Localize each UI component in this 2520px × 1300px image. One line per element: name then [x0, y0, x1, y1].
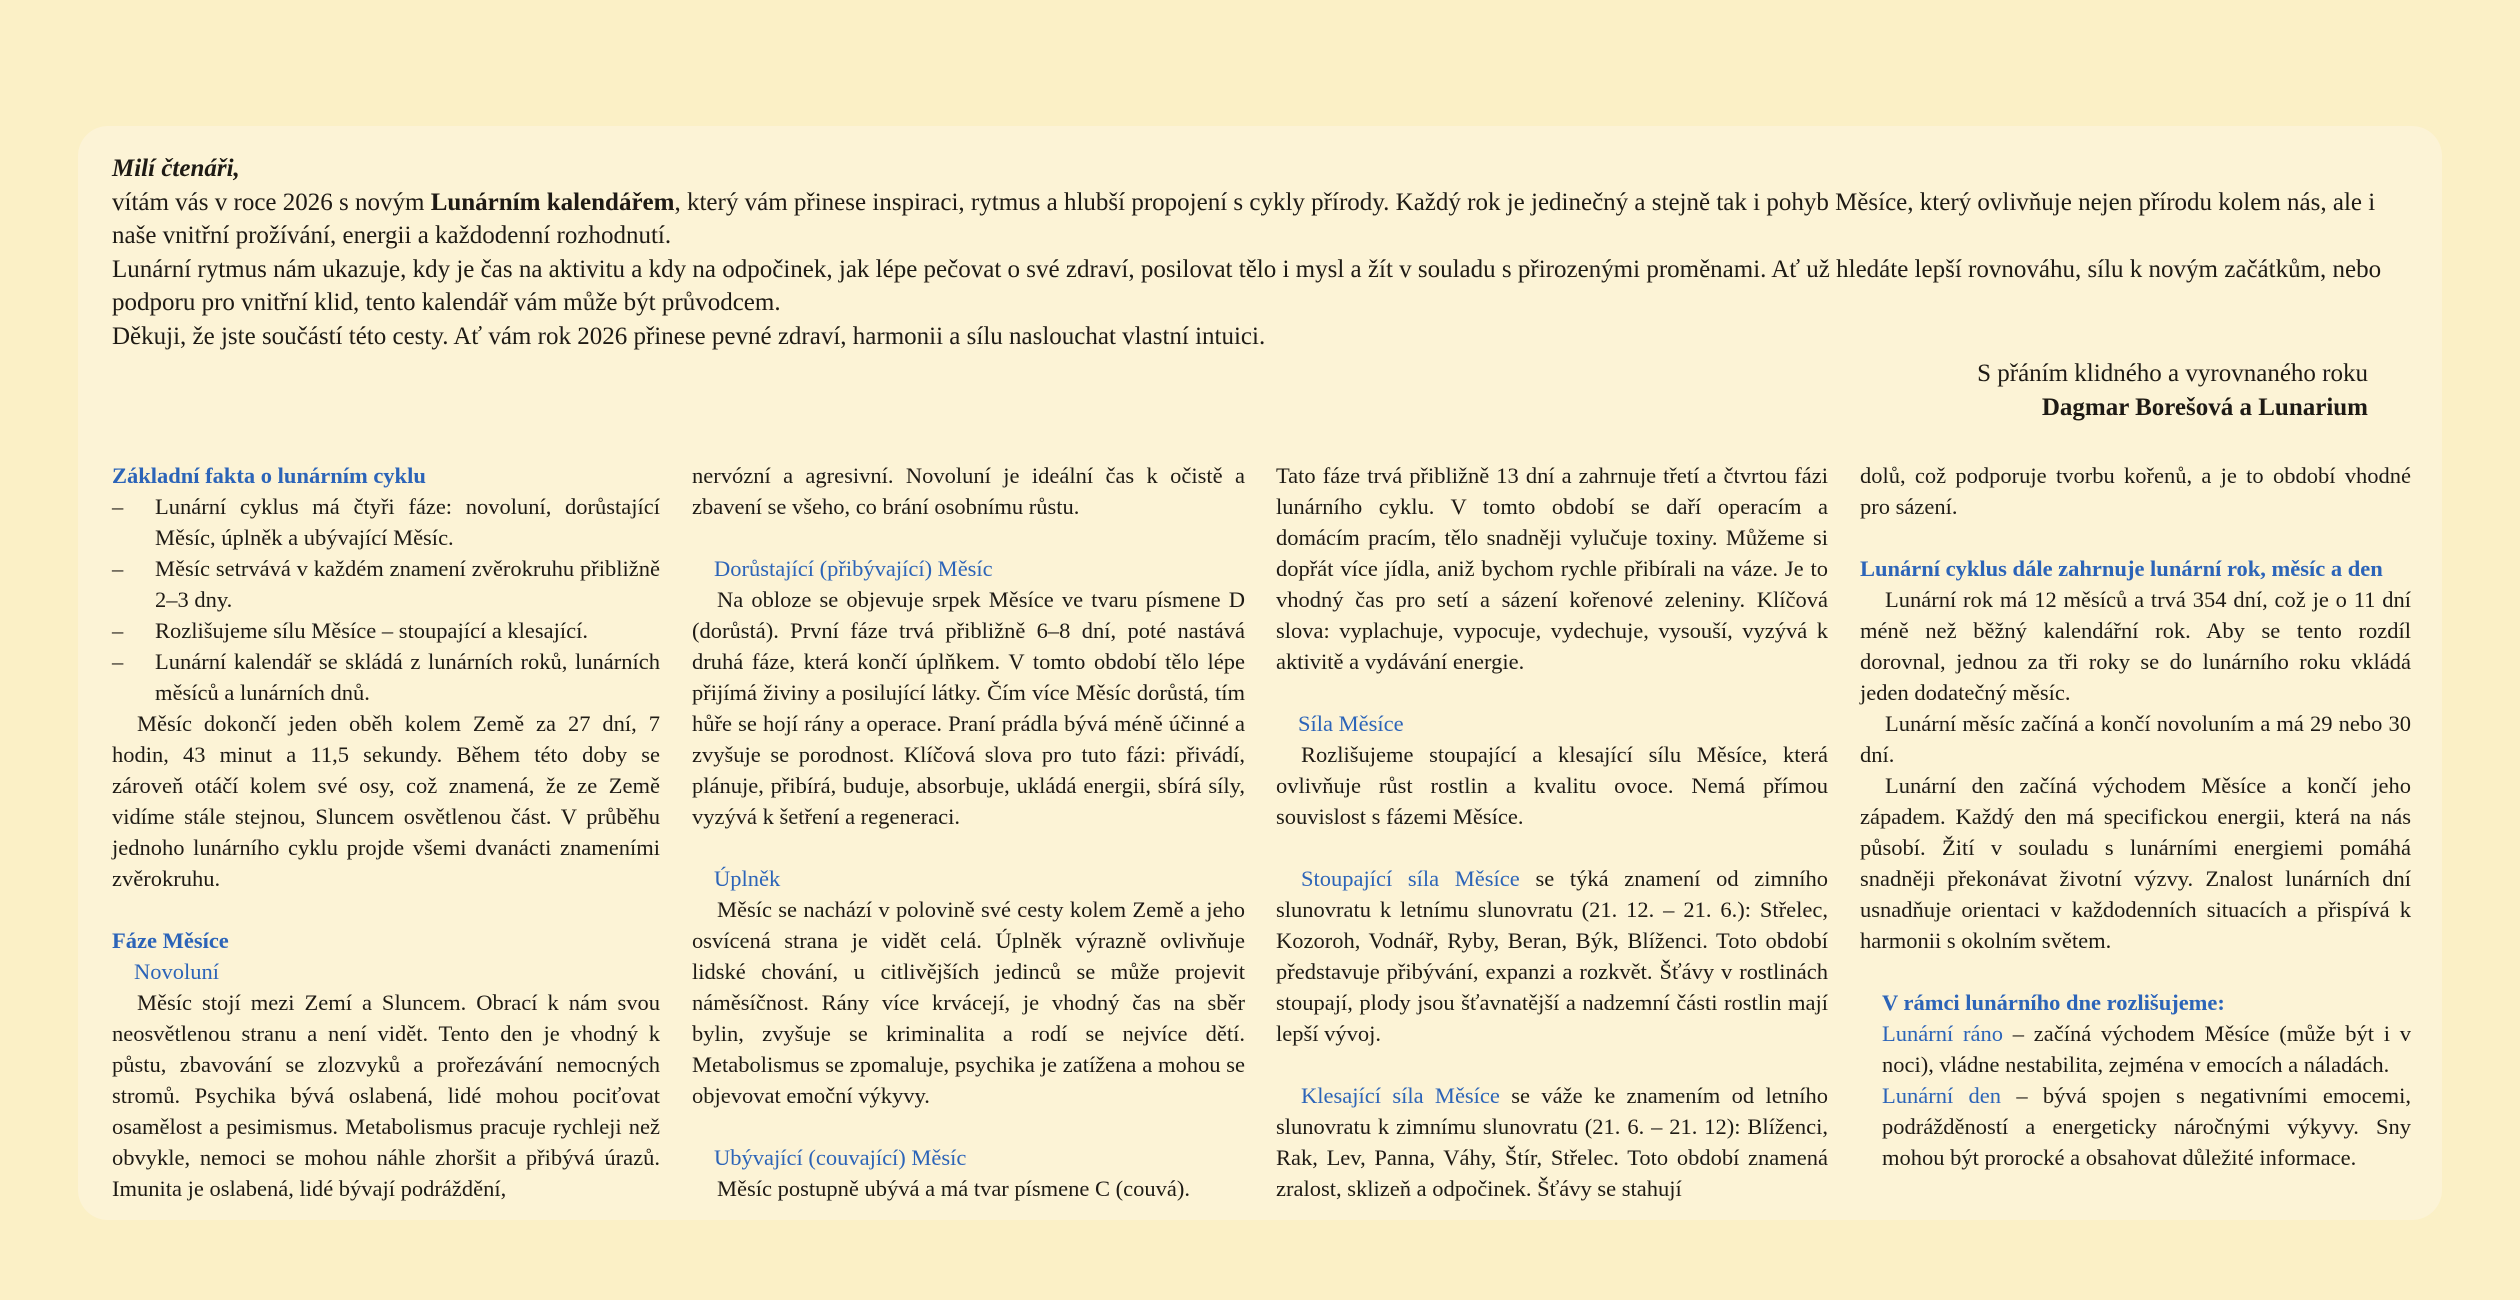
rising-text: se týká znamení od zimního slunovratu k letnímu slunovratu (21. 12. – 21. 6.): Střelec, Kozoroh, Vodnář, Ryby, Beran, Býk, Blíženci. Toto období představuje přibývání, expanzi a rozkvět. Šťávy v rostlinách stoupají, plody jsou šťavnatější a nadzemní části rostlin mají lepší vývoj.	[1276, 866, 1828, 1046]
lunar-morning-text: – začíná východem Měsíce (může být i v noci), vládne nestabilita, zejména v emocích a náladách.	[1882, 1021, 2411, 1077]
column-2	[692, 460, 1245, 1204]
falling-label: Klesající síla Měsíce	[1301, 1083, 1500, 1108]
intro-text: vítám vás v roce 2026 s novým	[112, 188, 431, 216]
spacer	[1276, 832, 1828, 863]
intro-text: , který vám přinese inspiraci, rytmus a hlubší propojení s cykly přírody. Každý rok je jedinečný a stejně tak i pohyb Měsíce, který ovlivňuje nejen přírodu kolem nás, ale i naše vnitřní prožívání, energii a každodenní rozhodnutí.	[112, 188, 2376, 249]
new-moon-text: Měsíc stojí mezi Zemí a Sluncem. Obrací k nám svou neosvětlenou stranu a není vidět. Tento den je vhodný k půstu, zbavování se zlozvyků a prořezávání nemocných stromů. Psychika bývá oslabená, lidé mohou pociťovat osamělost a pesimismus. Metabolismus pracuje rychleji než obvykle, nemoci se mohou náhle zhoršit a přibývá úrazů. Imunita je oslabená, lidé bývají podráždění,	[112, 990, 660, 1201]
rising-paragraph	[1276, 863, 1828, 1049]
continued-text: nervózní a agresivní. Novoluní je ideální čas k očistě a zbavení se všeho, co brání osobnímu růstu.	[692, 463, 1245, 519]
intro-section	[112, 152, 2412, 353]
continued-text: dolů, což podporuje tvorbu kořenů, a je to období vhodné pro sázení.	[1860, 463, 2411, 519]
subheading-full-moon: Úplněk	[714, 866, 781, 891]
falling-paragraph	[1276, 1080, 1828, 1204]
spacer	[112, 894, 660, 925]
full-moon-text: Měsíc se nachází v polovině své cesty kolem Země a jeho osvícená strana je vidět celá. Úplněk výrazně ovlivňuje lidské chování, u citlivějších jedinců se může projevit náměsíčnost. Rány více krvácejí, je vhodný čas na sběr bylin, zvyšuje se kriminalita a rodí se nejvíce dětí. Metabolismus se zpomaluje, psychika je zatížena a mohou se objevovat emoční výkyvy.	[692, 897, 1245, 1108]
spacer	[1276, 677, 1828, 708]
section-heading-basic-facts: Základní fakta o lunárním cyklu	[112, 463, 426, 488]
signature-line: S přáním klidného a vyrovnaného roku	[1977, 360, 2368, 387]
lunar-day-label-text: – bývá spojen s negativními emocemi, podrážděností a energeticky náročnými výkyvy. Sny mohou být prorocké a obsahovat důležité informace.	[1882, 1083, 2411, 1170]
intro-paragraph-2: Lunární rytmus nám ukazuje, kdy je čas na aktivitu a kdy na odpočinek, jak lépe pečovat o své zdraví, posilovat tělo i mysl a žít v souladu s přirozenými proměnami. Ať už hledáte lepší rovnováhu, sílu k novým začátkům, nebo podporu pro vnitřní klid, tento kalendář vám může být průvodcem.	[112, 255, 2382, 316]
section-heading-lunar-cycle: Lunární cyklus dále zahrnuje lunární rok, měsíc a den	[1860, 556, 2383, 581]
spacer	[1276, 1049, 1828, 1080]
calendar-title: Lunárním kalendářem	[430, 188, 675, 216]
lunar-day-text: Lunární den začíná východem Měsíce a končí jeho západem. Každý den má specifickou energii, která na nás působí. Žití v souladu s lunárními energiemi pomáhá snadněji překonávat životní výzvy. Znalost lunárních dní usnadňuje orientaci v každodenních situacích a přispívá k harmonii s okolním světem.	[1860, 773, 2411, 953]
list-item: – Rozlišujeme sílu Měsíce – stoupající a klesající.	[112, 615, 660, 646]
column-3	[1276, 460, 1828, 1204]
subheading-moon-strength: Síla Měsíce	[1298, 711, 1404, 736]
intro-paragraph-1	[112, 186, 2412, 253]
list-item: – Měsíc setrvává v každém znamení zvěrokruhu přibližně 2–3 dny.	[112, 553, 660, 615]
spacer	[692, 522, 1245, 553]
intro-paragraph-3: Děkuji, že jste součástí této cesty. Ať vám rok 2026 přinese pevné zdraví, harmonii a sílu naslouchat vlastní intuici.	[112, 322, 1266, 350]
lunar-year-text: Lunární rok má 12 měsíců a trvá 354 dní, což je o 11 dní méně než běžný kalendářní rok. Aby se tento rozdíl dorovnal, jednou za tři roky se do lunárního roku vkládá jeden dodatečný měsíc.	[1860, 587, 2411, 705]
waxing-text: Na obloze se objevuje srpek Měsíce ve tvaru písmene D (dorůstá). První fáze trvá přibližně 6–8 dní, poté nastává druhá fáze, která končí úplňkem. V tomto období tělo lépe přijímá živiny a posilující látky. Čím více Měsíc dorůstá, tím hůře se hojí rány a operace. Praní prádla bývá méně účinné a zvyšuje se porodnost. Klíčová slova pro tuto fázi: přivádí, plánuje, přibírá, buduje, absorbuje, ukládá energii, sbírá síly, vyzývá k šetření a regeneraci.	[692, 587, 1245, 829]
continued-text: Tato fáze trvá přibližně 13 dní a zahrnuje třetí a čtvrtou fázi lunárního cyklu. V tomto období se daří operacím a domácím pracím, tělo snadněji vylučuje toxiny. Můžeme si dopřát více jídla, aniž bychom rychle přibírali na váze. Je to vhodný čas pro setí a sázení kořenové zeleniny. Klíčová slova: vyplachuje, vypocuje, vydechuje, vysouší, vyzývá k aktivitě a vydávání energie.	[1276, 463, 1828, 674]
subheading-waning: Ubývající (couvající) Měsíc	[714, 1145, 967, 1170]
lunar-day-label: Lunární den	[1882, 1083, 2002, 1108]
column-1	[112, 460, 660, 1204]
lunar-month-text: Lunární měsíc začíná a končí novoluním a má 29 nebo 30 dní.	[1860, 711, 2411, 767]
lunar-morning-label: Lunární ráno	[1882, 1021, 2003, 1046]
falling-text: se váže ke znamením od letního slunovratu k zimnímu slunovratu (21. 6. – 21. 12): Blíženci, Rak, Lev, Panna, Váhy, Štír, Střelec. Toto období znamená zralost, sklizeň a odpočinek. Šťávy se stahují	[1276, 1083, 1828, 1201]
greeting: Milí čtenáři,	[112, 155, 240, 182]
column-4	[1860, 460, 2411, 1173]
rising-label: Stoupající síla Měsíce	[1301, 866, 1520, 891]
spacer	[1860, 956, 2411, 987]
subheading-new-moon: Novoluní	[134, 959, 220, 984]
signature	[1977, 357, 2368, 424]
facts-list	[112, 491, 660, 708]
section-heading-within-day: V rámci lunárního dne rozlišujeme:	[1882, 990, 2225, 1015]
spacer	[692, 832, 1245, 863]
spacer	[1860, 522, 2411, 553]
section-heading-phases: Fáze Měsíce	[112, 928, 229, 953]
strength-text: Rozlišujeme stoupající a klesající sílu Měsíce, která ovlivňuje růst rostlin a kvalitu ovoce. Nemá přímou souvislost s fázemi Měsíce.	[1276, 742, 1828, 829]
signature-name: Dagmar Borešová a Lunarium	[2041, 393, 2368, 421]
spacer	[692, 1111, 1245, 1142]
list-item: – Lunární kalendář se skládá z lunárních roků, lunárních měsíců a lunárních dnů.	[112, 646, 660, 708]
orbit-paragraph: Měsíc dokončí jeden oběh kolem Země za 27 dní, 7 hodin, 43 minut a 11,5 sekundy. Během této doby se zároveň otáčí kolem své osy, což znamená, že ze Země vidíme stále stejnou, Sluncem osvětlenou část. V průběhu jednoho lunárního cyklu projde všemi dvanácti znameními zvěrokruhu.	[112, 711, 660, 891]
waning-text: Měsíc postupně ubývá a má tvar písmene C (couvá).	[717, 1176, 1190, 1201]
lunar-day-paragraph	[1860, 1080, 2411, 1173]
list-item: – Lunární cyklus má čtyři fáze: novoluní, dorůstající Měsíc, úplněk a ubývající Měsíc.	[112, 491, 660, 553]
lunar-morning-paragraph	[1860, 1018, 2411, 1080]
subheading-waxing: Dorůstající (přibývající) Měsíc	[714, 556, 993, 581]
